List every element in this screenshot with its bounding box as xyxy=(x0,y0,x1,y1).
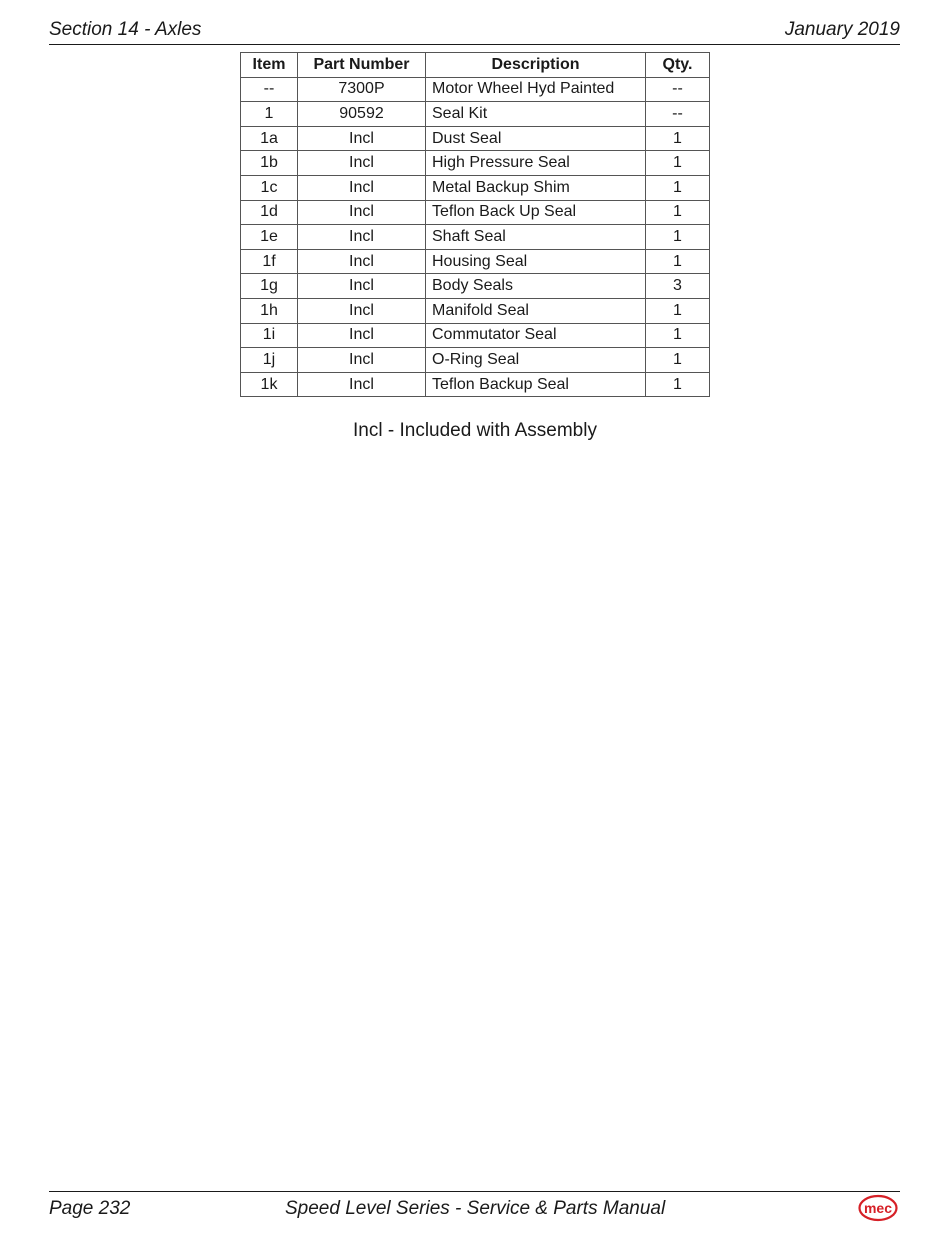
cell-item: 1 xyxy=(241,102,298,127)
parts-table-body xyxy=(241,77,710,397)
cell-qty: 1 xyxy=(646,175,710,200)
cell-part-number: Incl xyxy=(298,298,426,323)
cell-description: Shaft Seal xyxy=(426,225,646,250)
table-row xyxy=(241,225,710,250)
table-row xyxy=(241,372,710,397)
header-date: January 2019 xyxy=(784,19,900,40)
parts-table xyxy=(240,52,710,397)
cell-description: Commutator Seal xyxy=(426,323,646,348)
cell-part-number: Incl xyxy=(298,274,426,299)
cell-description: Seal Kit xyxy=(426,102,646,127)
page-number: Page 232 xyxy=(49,1198,131,1219)
table-row xyxy=(241,348,710,373)
cell-qty: 3 xyxy=(646,274,710,299)
cell-item: 1g xyxy=(241,274,298,299)
cell-description: Manifold Seal xyxy=(426,298,646,323)
cell-item: 1d xyxy=(241,200,298,225)
column-header-qty: Qty. xyxy=(646,53,710,78)
cell-qty: -- xyxy=(646,102,710,127)
table-row xyxy=(241,200,710,225)
table-header-row xyxy=(241,53,710,78)
cell-item: 1f xyxy=(241,249,298,274)
cell-item: -- xyxy=(241,77,298,102)
cell-qty: 1 xyxy=(646,372,710,397)
cell-part-number: Incl xyxy=(298,225,426,250)
cell-description: Dust Seal xyxy=(426,126,646,151)
cell-description: High Pressure Seal xyxy=(426,151,646,176)
page-footer xyxy=(49,1191,900,1232)
cell-item: 1i xyxy=(241,323,298,348)
cell-qty: 1 xyxy=(646,323,710,348)
cell-part-number: Incl xyxy=(298,175,426,200)
cell-part-number: 90592 xyxy=(298,102,426,127)
table-row xyxy=(241,175,710,200)
table-row xyxy=(241,249,710,274)
cell-description: Teflon Backup Seal xyxy=(426,372,646,397)
svg-text:mec: mec xyxy=(863,1200,893,1216)
table-row xyxy=(241,298,710,323)
page-header xyxy=(49,18,900,45)
cell-description: O-Ring Seal xyxy=(426,348,646,373)
cell-item: 1b xyxy=(241,151,298,176)
column-header-description: Description xyxy=(426,53,646,78)
cell-part-number: 7300P xyxy=(298,77,426,102)
table-row xyxy=(241,126,710,151)
cell-part-number: Incl xyxy=(298,372,426,397)
cell-qty: 1 xyxy=(646,348,710,373)
cell-description: Motor Wheel Hyd Painted xyxy=(426,77,646,102)
column-header-part-number: Part Number xyxy=(298,53,426,78)
cell-item: 1h xyxy=(241,298,298,323)
cell-qty: -- xyxy=(646,77,710,102)
cell-description: Teflon Back Up Seal xyxy=(426,200,646,225)
cell-part-number: Incl xyxy=(298,249,426,274)
table-row xyxy=(241,274,710,299)
cell-item: 1a xyxy=(241,126,298,151)
table-row xyxy=(241,151,710,176)
cell-part-number: Incl xyxy=(298,323,426,348)
table-note: Incl - Included with Assembly xyxy=(353,420,597,441)
column-header-item: Item xyxy=(241,53,298,78)
cell-part-number: Incl xyxy=(298,126,426,151)
cell-qty: 1 xyxy=(646,200,710,225)
table-row xyxy=(241,77,710,102)
cell-item: 1j xyxy=(241,348,298,373)
cell-part-number: Incl xyxy=(298,200,426,225)
cell-item: 1c xyxy=(241,175,298,200)
cell-qty: 1 xyxy=(646,249,710,274)
mec-logo-icon xyxy=(858,1194,898,1222)
cell-item: 1e xyxy=(241,225,298,250)
cell-description: Body Seals xyxy=(426,274,646,299)
cell-qty: 1 xyxy=(646,126,710,151)
cell-qty: 1 xyxy=(646,151,710,176)
table-row xyxy=(241,323,710,348)
cell-qty: 1 xyxy=(646,298,710,323)
cell-description: Metal Backup Shim xyxy=(426,175,646,200)
cell-description: Housing Seal xyxy=(426,249,646,274)
cell-part-number: Incl xyxy=(298,348,426,373)
table-row xyxy=(241,102,710,127)
section-title: Section 14 - Axles xyxy=(49,19,202,40)
cell-qty: 1 xyxy=(646,225,710,250)
manual-title: Speed Level Series - Service & Parts Manual xyxy=(285,1198,666,1219)
cell-part-number: Incl xyxy=(298,151,426,176)
cell-item: 1k xyxy=(241,372,298,397)
